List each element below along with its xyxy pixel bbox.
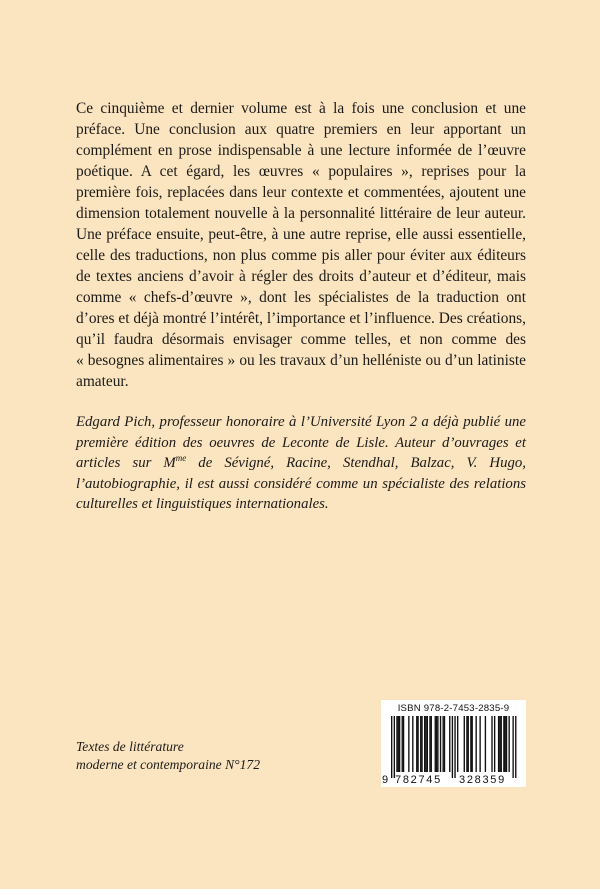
barcode-bar <box>396 716 397 772</box>
ean-right-digits: 328359 <box>459 774 506 786</box>
barcode-bar <box>398 716 399 772</box>
barcode-bar <box>475 716 476 772</box>
barcode-bar <box>512 716 513 778</box>
barcode-bar <box>464 716 465 772</box>
barcode-bar <box>435 716 436 772</box>
barcode-bar <box>466 716 467 772</box>
author-biography <box>76 412 526 515</box>
barcode-bar <box>508 716 509 772</box>
barcode-bars <box>391 716 517 780</box>
barcode-bar <box>402 716 403 772</box>
barcode-bar <box>491 716 492 772</box>
barcode-bar <box>424 716 425 772</box>
barcode-bar <box>417 716 418 772</box>
barcode-bar <box>431 716 432 772</box>
barcode-bar <box>479 716 480 772</box>
barcode-bar <box>403 716 404 772</box>
barcode-bar <box>506 716 507 772</box>
barcode-bar <box>470 716 471 772</box>
barcode-bar <box>449 716 450 772</box>
barcode-bar <box>498 716 499 772</box>
barcode-bar <box>454 716 455 778</box>
barcode-bar <box>391 716 392 778</box>
barcode-bar <box>399 716 400 772</box>
barcode-bar <box>425 716 426 772</box>
ean-left-digits: 782745 <box>395 774 442 786</box>
barcode-bar <box>436 716 437 772</box>
barcode-bar <box>394 716 395 778</box>
ean-first-digit: 9 <box>382 774 389 786</box>
barcode-bar <box>503 716 504 772</box>
barcode-bar <box>444 716 445 772</box>
barcode-bar <box>485 716 486 772</box>
series-info <box>76 738 336 774</box>
barcode-bar <box>494 716 495 772</box>
isbn-barcode <box>381 700 526 787</box>
barcode-bar <box>442 716 443 772</box>
barcode-bar <box>505 716 506 772</box>
barcode-bar <box>440 716 441 772</box>
barcode-bar <box>437 716 438 772</box>
barcode-bar <box>452 716 453 778</box>
barcode-bar <box>429 716 430 772</box>
barcode-bar <box>412 716 413 772</box>
barcode-bar <box>421 716 422 772</box>
barcode-bar <box>501 716 502 772</box>
back-cover-blurb: Ce cinquième et dernier volume est à la fois une conclusion et une préface. Une conclusion aux quatre premiers en leur apportant un complément en prose indispensable à une lecture informée de l’œuvre poétique. A cet égard, les œuvres « populaires », reprises pour la première fois, replacées dans leur contexte et commentées, ajoutent une dimension totalement nouvelle à la personnalité littéraire de leur auteur. Une préface ensuite, peut-être, à une autre reprise, elle aussi essentielle, celle des traductions, non plus comme pis aller pour éviter aux éditeurs de textes anciens d’avoir à régler des droits d’auteur et d’éditeur, mais comme « chefs-d’œuvre », dont les spécialistes de la traduction ont d’ores et déjà montré l’intérêt, l’importance et l’influence. Des créations, qu’il faudra désormais envisager comme telles, et non comme des « besognes alimentaires » ou les travaux d’un helléniste ou d’un latiniste amateur. <box>76 100 526 390</box>
bio-superscript: me <box>175 453 187 464</box>
barcode-bar <box>468 716 469 772</box>
series-line-2: moderne et contemporaine N°172 <box>76 757 261 772</box>
barcode-bar <box>420 716 421 772</box>
isbn-label: ISBN 978-2-7453-2835-9 <box>397 703 510 714</box>
barcode-bar <box>408 716 409 772</box>
bio-text-end: de Sévigné, Racine, Stendhal, Balzac, V. Hugo, l’autobiographie, il est aussi considéré comme un spécialiste des relations culturelles et linguistiques internationales. <box>76 455 526 512</box>
barcode-bar <box>427 716 428 772</box>
barcode-bar <box>457 716 458 772</box>
bio-text-start: Edgard Pich, professeur honoraire à l’Université Lyon 2 a déjà publié une première édition des oeuvres de Leconte de Lisle. Auteur d’ouvrages et articles sur M <box>76 414 526 471</box>
barcode-bar <box>499 716 500 772</box>
barcode-bar <box>515 716 516 778</box>
series-line-1: Textes de littérature <box>76 739 184 754</box>
barcode-bar <box>472 716 473 772</box>
barcode-bar <box>416 716 417 772</box>
